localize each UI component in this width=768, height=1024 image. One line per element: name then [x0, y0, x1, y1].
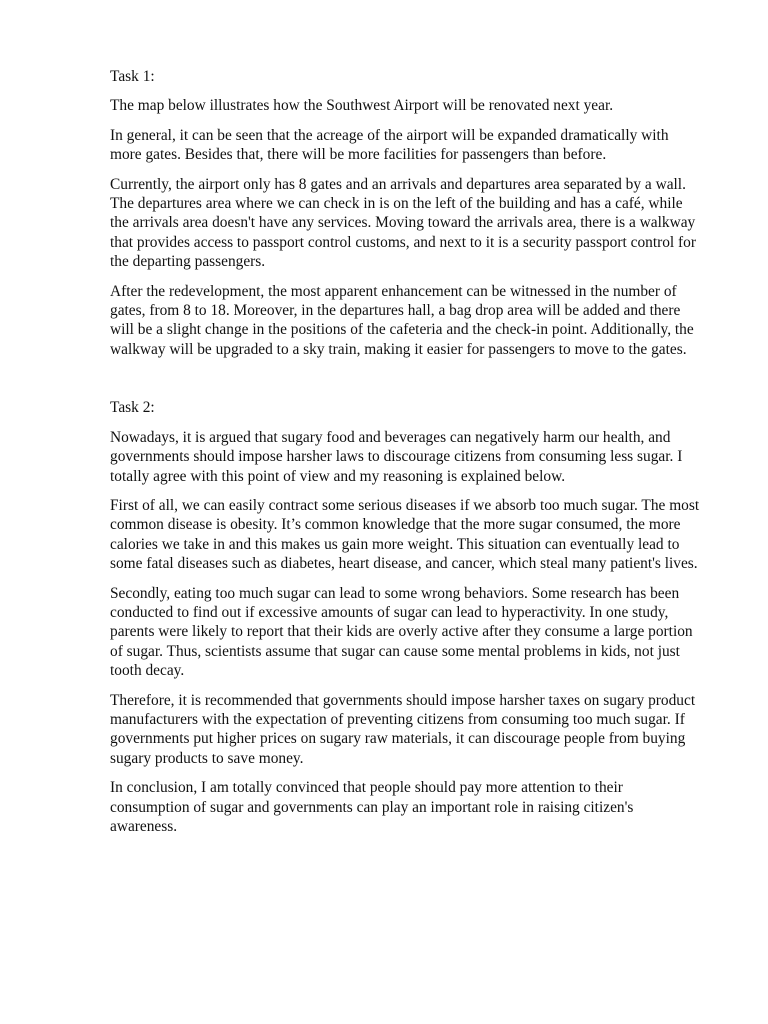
task-2-section	[110, 398, 700, 836]
task-2-paragraph-body-2: Secondly, eating too much sugar can lead to some wrong behaviors. Some research has been conducted to find out if excessive amounts of sugar can lead to hyperactivity. In one study, parents were likely to report that their kids are overly active after they consume a large portion of sugar. Thus, scientists assume that sugar can cause some mental problems in kids, not just tooth decay.	[110, 584, 693, 680]
task-2-paragraph-body-3: Therefore, it is recommended that governments should impose harsher taxes on sugary product manufacturers with the expectation of preventing citizens from consuming too much sugar. If governments put higher prices on sugary raw materials, it can discourage people from buying sugary products to save money.	[110, 691, 696, 767]
task-1-heading: Task 1:	[110, 68, 155, 85]
task-1-paragraph-overview: In general, it can be seen that the acreage of the airport will be expanded dramatically with more gates. Besides that, there will be more facilities for passengers than before.	[110, 126, 669, 164]
task-2-heading: Task 2:	[110, 399, 155, 417]
task-2-paragraph-body-1: First of all, we can easily contract some serious diseases if we absorb too much sugar. The most common disease is obesity. It’s common knowledge that the more sugar consumed, the more calories we take in and this makes us gain more weight. This situation can eventually lead to some fatal diseases such as diabetes, heart disease, and cancer, which steal many patient's lives.	[110, 496, 700, 573]
task-1-paragraph-redevelopment: After the redevelopment, the most apparent enhancement can be witnessed in the number of gates, from 8 to 18. Moreover, in the departures hall, a bag drop area will be added and there will be a slight change in the positions of the cafeteria and the check-in point. Additionally, the walkway will be upgraded to a sky train, making it easier for passengers to move to the gates.	[110, 282, 694, 358]
task-2-paragraph-intro: Nowadays, it is argued that sugary food and beverages can negatively harm our health, and governments should impose harsher laws to discourage citizens from consuming less sugar. I totally agree with this point of view and my reasoning is explained below.	[110, 428, 683, 485]
section-spacer	[110, 369, 700, 398]
task-1-paragraph-current: Currently, the airport only has 8 gates and an arrivals and departures area separated by a wall. The departures area where we can check in is on the left of the building and has a café, while the arrivals area doesn't have any services. Moving toward the arrivals area, there is a walkway that provides access to passport control customs, and next to it is a security passport control for the departing passengers.	[110, 175, 697, 271]
task-2-paragraph-conclusion: In conclusion, I am totally convinced that people should pay more attention to their consumption of sugar and governments can play an important role in raising citizen's awareness.	[110, 779, 634, 835]
task-1-paragraph-intro: The map below illustrates how the Southwest Airport will be renovated next year.	[110, 97, 614, 115]
document-page	[110, 67, 700, 846]
task-1-section	[110, 67, 700, 359]
